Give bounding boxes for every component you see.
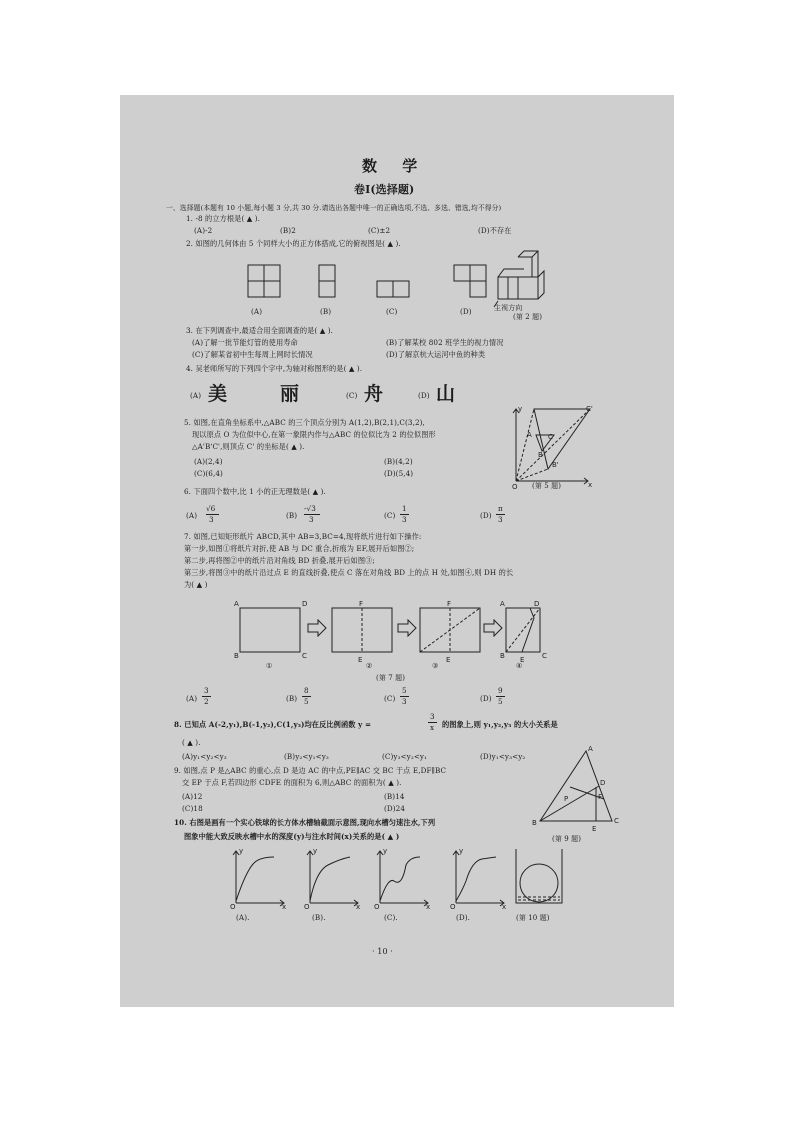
- q6-option-c-denominator: 3: [402, 515, 407, 524]
- svg-text:y: y: [239, 847, 244, 855]
- q7-figure-4-label: ④: [516, 661, 523, 670]
- svg-text:O: O: [230, 903, 236, 911]
- q2-option-c: (C): [386, 307, 398, 316]
- q2-figure-caption: (第 2 题): [513, 313, 543, 321]
- q9-option-c: (C)18: [182, 804, 203, 813]
- q8-fraction-denominator: x: [430, 723, 435, 732]
- q6-option-c-label: (C): [384, 511, 396, 520]
- svg-text:C': C': [586, 405, 593, 413]
- q1-option-a: (A)-2: [194, 226, 213, 235]
- svg-text:O: O: [450, 903, 456, 911]
- svg-text:F: F: [359, 600, 364, 608]
- q7-option-d-label: (D): [480, 694, 492, 703]
- q10-option-a: (A).: [236, 913, 250, 922]
- q7-option-c-label: (C): [384, 694, 396, 703]
- q7-figure-caption: (第 7 题): [376, 674, 406, 682]
- q10-figure-caption: (第 10 题): [516, 914, 550, 922]
- q4-option-c-label: (C): [346, 391, 358, 400]
- q3-option-c: (C)了解某省初中生每周上网时长情况: [192, 350, 313, 359]
- q10-option-d: (D).: [456, 913, 471, 922]
- svg-text:A: A: [527, 431, 532, 439]
- q8-option-d: (D)y₁<y₃<y₂: [480, 752, 526, 761]
- svg-text:y: y: [459, 847, 464, 855]
- q4-option-d-label: (D): [418, 391, 430, 400]
- svg-text:C: C: [302, 652, 307, 660]
- q3-option-b: (B)了解某校 802 班学生的视力情况: [386, 338, 504, 347]
- q7-option-a-label: (A): [186, 694, 198, 703]
- q9-option-b: (B)14: [384, 792, 405, 801]
- q5-stem-line-1: 5. 如图,在直角坐标系中,△ABC 的三个顶点分别为 A(1,2),B(2,1),C(3,2),: [184, 418, 425, 427]
- q10-water-tank-figure: [512, 847, 568, 909]
- q10-option-c-graph: [374, 847, 434, 909]
- q10-stem-line-1: 10. 右图是画有一个实心铁球的长方体水槽轴截面示意图,现向水槽匀速注水,下列: [174, 818, 436, 827]
- q6-option-d-numerator: π: [498, 504, 503, 513]
- svg-text:B: B: [532, 819, 537, 827]
- svg-text:C: C: [542, 652, 547, 660]
- q7-figure-2-label: ②: [366, 661, 373, 670]
- q10-stem-line-2: 图象中能大致反映水槽中水的深度(y)与注水时间(x)关系的是( ▲ ): [184, 832, 400, 841]
- q2-view-direction-label: 主视方向: [494, 304, 523, 312]
- q2-option-d: (D): [460, 307, 472, 316]
- q6-option-a-numerator: √6: [206, 504, 216, 513]
- q2-option-a: (A): [251, 307, 263, 316]
- q2-solid-figure: [492, 251, 552, 311]
- svg-text:D: D: [302, 600, 308, 608]
- svg-text:E: E: [520, 656, 525, 664]
- q2-option-c-figure: [375, 279, 413, 301]
- q3-option-d: (D)了解京杭大运河中鱼的种类: [386, 350, 486, 359]
- svg-text:B': B': [552, 461, 559, 469]
- q4-option-a-char: 美: [208, 383, 228, 405]
- svg-text:P: P: [564, 795, 569, 803]
- q5-stem-line-3: △A'B'C',则顶点 C' 的坐标是( ▲ ).: [192, 442, 305, 451]
- q7-option-a-denominator: 2: [204, 697, 209, 706]
- q5-option-b: (B)(4,2): [384, 457, 413, 466]
- q4-option-a-label: (A): [190, 391, 202, 400]
- q10-option-d-graph: [450, 847, 510, 909]
- svg-text:O: O: [374, 903, 380, 911]
- q7-option-a-numerator: 3: [204, 686, 209, 695]
- svg-text:B: B: [500, 652, 505, 660]
- q9-stem-line-1: 9. 如图,点 P 是△ABC 的重心,点 D 是边 AC 的中点,PE∥AC 交 BC 于点 E,DF∥BC: [174, 766, 447, 775]
- q8-answer-blank: ( ▲ ).: [182, 738, 201, 747]
- svg-text:x: x: [356, 903, 361, 911]
- svg-text:C: C: [548, 433, 553, 441]
- q7-option-b-denominator: 5: [304, 697, 309, 706]
- q3-option-a: (A)了解一批节能灯管的使用寿命: [192, 338, 298, 347]
- q7-folding-figures: [230, 600, 550, 675]
- q7-option-b-numerator: 8: [304, 686, 309, 695]
- q7-stem-line-4: 第三步,将图③中的纸片沿过点 E 的直线折叠,使点 C 落在对角线 BD 上的点 H 处,如图④,则 DH 的长: [184, 568, 514, 577]
- q6-option-a-denominator: 3: [209, 515, 214, 524]
- q6-option-d-label: (D): [480, 511, 492, 520]
- q7-stem-line-2: 第一步,如图①将纸片对折,使 AB 与 DC 重合,折痕为 EF,展开后如图②;: [184, 544, 415, 553]
- scanned-page: [120, 95, 674, 1007]
- q5-stem-line-2: 现以原点 O 为位似中心,在第一象限内作与△ABC 的位似比为 2 的位似图形: [192, 430, 436, 439]
- svg-text:E: E: [592, 825, 597, 833]
- svg-text:O: O: [304, 903, 310, 911]
- svg-text:D: D: [534, 600, 540, 608]
- q9-figure-caption: (第 9 题): [552, 835, 582, 843]
- q2-option-b-figure: [317, 263, 339, 301]
- svg-text:y: y: [313, 847, 318, 855]
- svg-text:x: x: [282, 903, 287, 911]
- q7-stem-line-1: 7. 如图,已知矩形纸片 ABCD,其中 AB=3,BC=4,现将纸片进行如下操作:: [184, 532, 422, 541]
- svg-text:A: A: [500, 600, 505, 608]
- q8-option-c: (C)y₃<y₂<y₁: [382, 752, 428, 761]
- q9-stem-line-2: 交 EP 于点 F,若四边形 CDFE 的面积为 6,则△ABC 的面积为( ▲ ).: [182, 778, 402, 787]
- page-title: 数 学: [362, 157, 428, 175]
- svg-text:O: O: [512, 483, 518, 491]
- q5-option-d: (D)(5,4): [384, 469, 414, 478]
- q1-stem: 1. -8 的立方根是( ▲ ).: [186, 214, 261, 223]
- q5-option-a: (A)(2,4): [194, 457, 223, 466]
- q7-option-d-denominator: 5: [498, 697, 503, 706]
- q7-stem-line-5: 为( ▲ ): [184, 580, 208, 589]
- q5-option-c: (C)(6,4): [194, 469, 223, 478]
- q8-option-b: (B)y₂<y₁<y₃: [284, 752, 329, 761]
- svg-text:y: y: [518, 405, 523, 413]
- q1-option-b: (B)2: [280, 226, 296, 235]
- q7-figure-3-label: ③: [432, 661, 439, 670]
- svg-text:F: F: [598, 793, 603, 801]
- q10-option-b: (B).: [312, 913, 326, 922]
- q6-option-b-denominator: 3: [309, 515, 314, 524]
- q6-option-b-label: (B): [286, 511, 298, 520]
- q5-figure-caption: (第 5 题): [532, 482, 562, 490]
- q8-stem-part-1: 8. 已知点 A(-2,y₁),B(-1,y₂),C(1,y₃)均在反比例函数 y =: [174, 720, 372, 729]
- q7-option-d-numerator: 9: [498, 686, 503, 695]
- page-number: · 10 ·: [372, 947, 393, 956]
- q10-option-a-graph: [230, 847, 290, 909]
- q3-stem: 3. 在下列调查中,最适合用全面调查的是( ▲ ).: [186, 326, 334, 335]
- q9-option-d: (D)24: [384, 804, 406, 813]
- q6-option-d-denominator: 3: [498, 515, 503, 524]
- svg-text:F: F: [447, 600, 452, 608]
- q2-stem: 2. 如图的几何体由 5 个同样大小的正方体搭成,它的俯视图是( ▲ ).: [186, 239, 401, 248]
- q4-stem: 4. 吴老师所写的下列四个字中,为轴对称图形的是( ▲ ).: [186, 364, 363, 373]
- q8-stem-part-2: 的图象上,则 y₁,y₂,y₃ 的大小关系是: [442, 720, 558, 729]
- q6-option-b-numerator: -√3: [304, 504, 316, 513]
- svg-text:x: x: [588, 481, 593, 489]
- q10-option-c: (C).: [384, 913, 398, 922]
- q2-option-d-figure: [452, 263, 490, 301]
- svg-text:x: x: [502, 903, 507, 911]
- svg-text:A: A: [234, 600, 239, 608]
- svg-text:E: E: [446, 656, 451, 664]
- q7-option-c-numerator: 5: [402, 686, 407, 695]
- q6-option-c-numerator: 1: [402, 504, 407, 513]
- section-title: 卷Ⅰ(选择题): [354, 183, 415, 196]
- q5-coordinate-figure: [508, 405, 593, 491]
- svg-text:y: y: [383, 847, 388, 855]
- q6-stem: 6. 下面四个数中,比 1 小的正无理数是( ▲ ).: [184, 487, 326, 496]
- q8-fraction-numerator: 3: [430, 712, 435, 721]
- q2-option-a-figure: [246, 263, 284, 301]
- q6-option-a-label: (A): [186, 511, 198, 520]
- svg-text:C: C: [614, 817, 619, 825]
- q8-option-a: (A)y₁<y₂<y₃: [182, 752, 227, 761]
- q4-option-d-char: 山: [436, 383, 456, 405]
- q2-option-b: (B): [320, 307, 332, 316]
- svg-text:E: E: [358, 656, 363, 664]
- q7-option-b-label: (B): [286, 694, 298, 703]
- q4-option-b-char: 丽: [280, 383, 300, 405]
- section-instructions: 一、选择题(本题有 10 小题,每小题 3 分,共 30 分.请选出各题中唯一的正确选项,不选、多选、错选,均不得分): [166, 204, 502, 212]
- svg-text:x: x: [426, 903, 431, 911]
- q9-triangle-figure: [530, 745, 620, 835]
- q1-option-c: (C)±2: [368, 226, 391, 235]
- q10-option-b-graph: [304, 847, 364, 909]
- svg-text:A: A: [588, 745, 593, 753]
- q7-option-c-denominator: 3: [402, 697, 407, 706]
- svg-text:B: B: [538, 451, 543, 459]
- svg-text:D: D: [600, 779, 606, 787]
- q9-option-a: (A)12: [182, 792, 203, 801]
- q4-option-c-char: 舟: [364, 383, 384, 405]
- svg-text:B: B: [234, 652, 239, 660]
- q1-option-d: (D)不存在: [478, 226, 512, 235]
- q7-figure-1-label: ①: [266, 661, 273, 670]
- q7-stem-line-3: 第二步,再将图②中的纸片沿对角线 BD 折叠,展开后如图③;: [184, 556, 375, 565]
